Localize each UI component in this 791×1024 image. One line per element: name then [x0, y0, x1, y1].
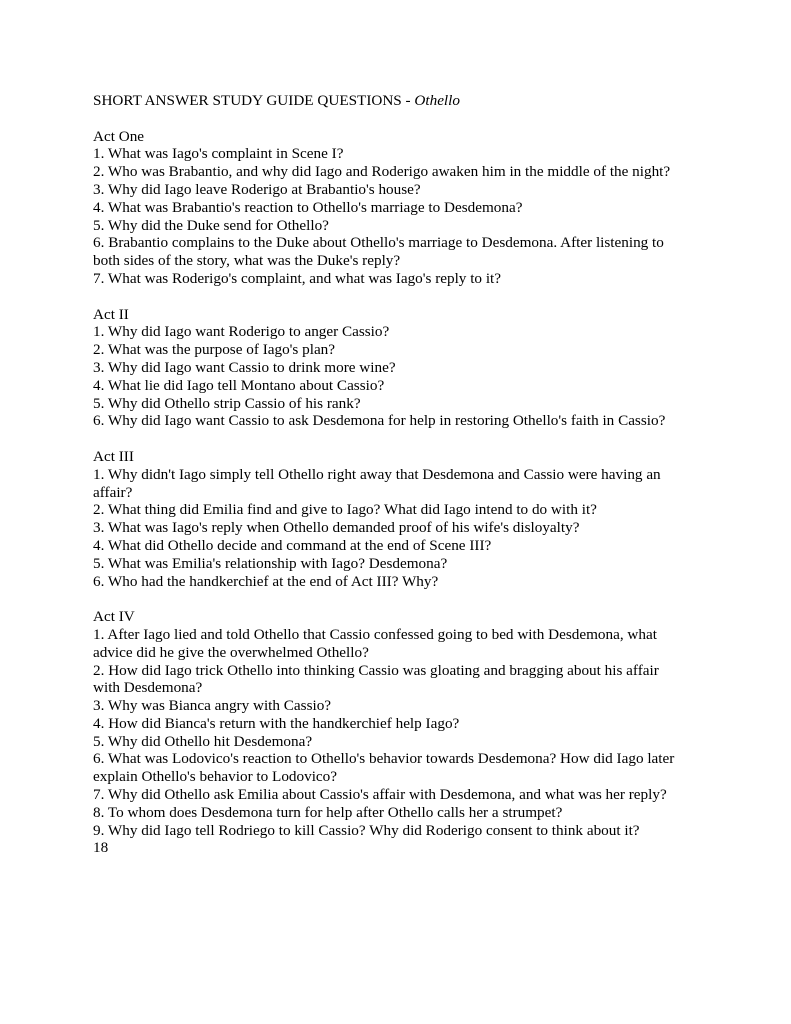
- title-work: Othello: [414, 92, 460, 109]
- question-item: 6. Brabantio complains to the Duke about Othello's marriage to Desdemona. After listening to both sides of the story, what was the Duke's reply?: [93, 234, 664, 270]
- act-heading: Act One: [93, 127, 145, 145]
- question-item: 9. Why did Iago tell Rodriego to kill Cassio? Why did Roderigo consent to think about it?: [93, 821, 640, 839]
- question-item: 5. What was Emilia's relationship with Iago? Desdemona?: [93, 554, 448, 572]
- act-section: [93, 448, 713, 590]
- question-item: 3. Why did Iago want Cassio to drink more wine?: [93, 358, 396, 376]
- question-item: 4. What did Othello decide and command at the end of Scene III?: [93, 536, 492, 554]
- question-item: 7. What was Roderigo's complaint, and what was Iago's reply to it?: [93, 269, 501, 287]
- question-item: 6. Why did Iago want Cassio to ask Desdemona for help in restoring Othello's faith in Cassio?: [93, 412, 666, 430]
- question-item: 2. What was the purpose of Iago's plan?: [93, 341, 336, 359]
- question-item: 3. What was Iago's reply when Othello demanded proof of his wife's disloyalty?: [93, 519, 580, 537]
- question-item: 2. How did Iago trick Othello into thinking Cassio was gloating and bragging about his affair with Desdemona?: [93, 661, 659, 697]
- question-item: 6. What was Lodovico's reaction to Othello's behavior towards Desdemona? How did Iago later explain Othello's behavior to Lodovico?: [93, 750, 675, 786]
- question-item: 5. Why did Othello strip Cassio of his rank?: [93, 394, 361, 412]
- question-item: 3. Why did Iago leave Roderigo at Brabantio's house?: [93, 180, 421, 198]
- question-item: 2. What thing did Emilia find and give to Iago? What did Iago intend to do with it?: [93, 501, 597, 519]
- page-number: 18: [93, 839, 109, 857]
- acts-container: [93, 128, 713, 840]
- question-item: 6. Who had the handkerchief at the end of Act III? Why?: [93, 572, 439, 590]
- act-section: [93, 608, 713, 839]
- question-item: 4. What lie did Iago tell Montano about Cassio?: [93, 376, 385, 394]
- question-item: 4. What was Brabantio's reaction to Othello's marriage to Desdemona?: [93, 198, 523, 216]
- question-item: 5. Why did Othello hit Desdemona?: [93, 732, 313, 750]
- question-item: 1. Why did Iago want Roderigo to anger Cassio?: [93, 323, 390, 341]
- question-item: 2. Who was Brabantio, and why did Iago and Roderigo awaken him in the middle of the night?: [93, 163, 671, 181]
- act-heading: Act III: [93, 447, 134, 465]
- question-item: 4. How did Bianca's return with the handkerchief help Iago?: [93, 714, 460, 732]
- document-title: [93, 92, 713, 110]
- act-heading: Act IV: [93, 608, 135, 626]
- act-section: [93, 306, 713, 431]
- question-item: 1. After Iago lied and told Othello that Cassio confessed going to bed with Desdemona, what advice did he give the overwhelmed Othello?: [93, 625, 657, 661]
- question-item: 3. Why was Bianca angry with Cassio?: [93, 697, 332, 715]
- question-item: 5. Why did the Duke send for Othello?: [93, 216, 329, 234]
- act-heading: Act II: [93, 305, 129, 323]
- act-section: [93, 128, 713, 288]
- question-item: 1. Why didn't Iago simply tell Othello right away that Desdemona and Cassio were having an affair?: [93, 465, 661, 501]
- question-item: 1. What was Iago's complaint in Scene I?: [93, 145, 344, 163]
- question-item: 8. To whom does Desdemona turn for help after Othello calls her a strumpet?: [93, 803, 563, 821]
- title-main: SHORT ANSWER STUDY GUIDE QUESTIONS -: [93, 92, 415, 109]
- question-item: 7. Why did Othello ask Emilia about Cassio's affair with Desdemona, and what was her reply?: [93, 786, 667, 804]
- document-page: [93, 92, 713, 857]
